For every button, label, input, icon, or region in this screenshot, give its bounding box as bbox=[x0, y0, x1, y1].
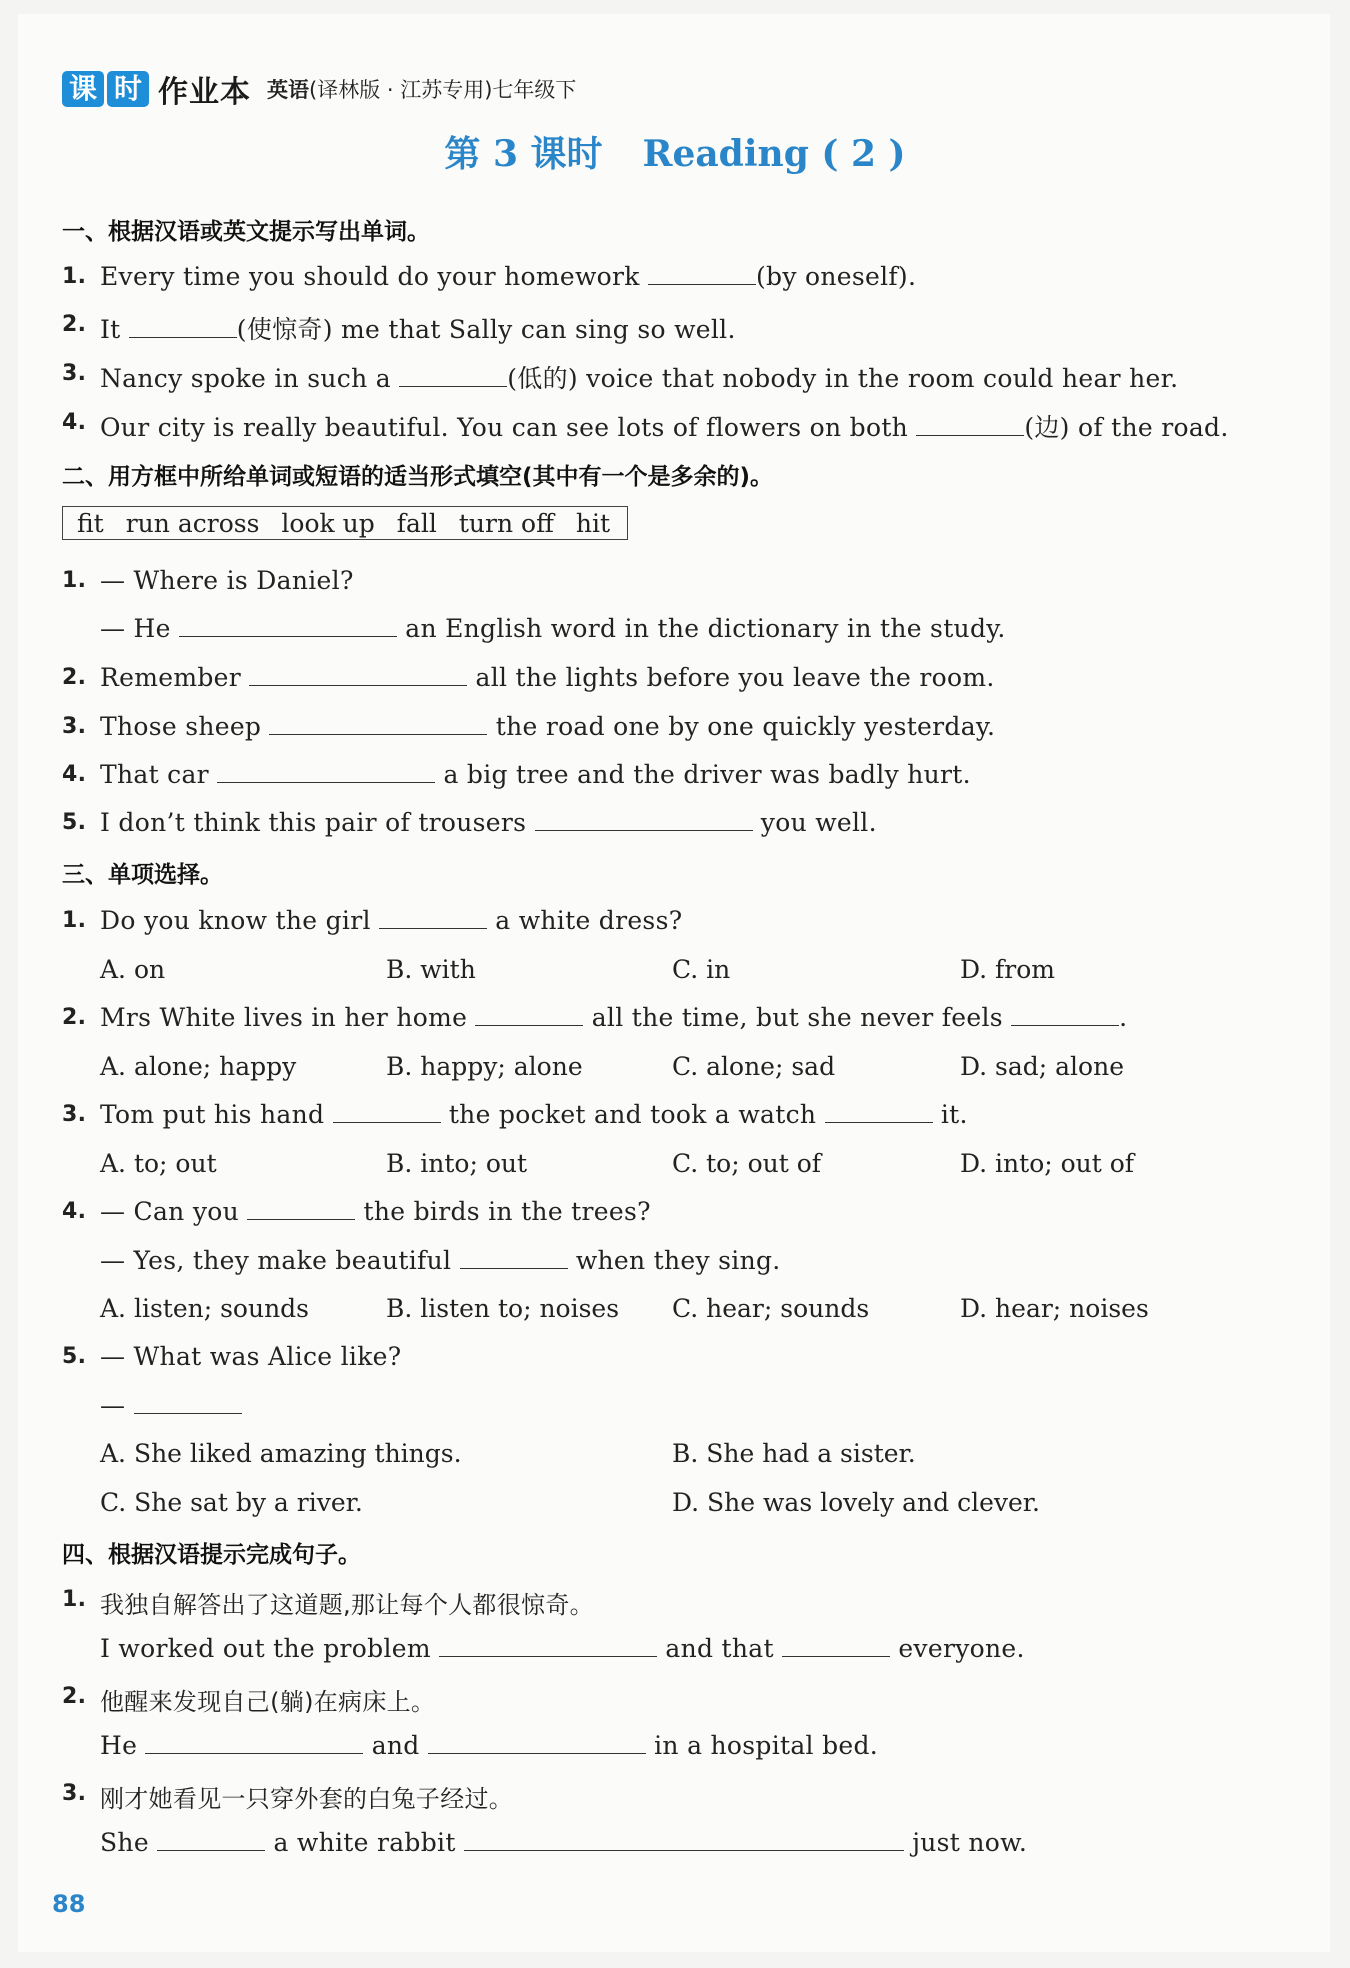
s2-item-4: 4. That car a big tree and the driver was badly hurt. bbox=[62, 760, 971, 789]
section-3-heading: 三、单项选择。 bbox=[62, 862, 223, 888]
answer-blank[interactable] bbox=[179, 632, 397, 637]
answer-blank[interactable] bbox=[825, 1118, 933, 1123]
s4-q2-en: He and in a hospital bed. bbox=[100, 1731, 879, 1760]
s2-item-1-answer: — He an English word in the dictionary in the study. bbox=[100, 614, 1006, 643]
answer-blank[interactable] bbox=[475, 1021, 583, 1026]
option-d[interactable]: D. into; out of bbox=[960, 1149, 1135, 1178]
option-c[interactable]: C. to; out of bbox=[672, 1149, 822, 1178]
s2-item-3: 3. Those sheep the road one by one quickly yesterday. bbox=[62, 712, 996, 741]
subject-label: 英语(译林版 · 江苏专用)七年级下 bbox=[267, 78, 577, 102]
s1-item-2: 2. It (使惊奇) me that Sally can sing so well. bbox=[62, 312, 736, 344]
option-d[interactable]: D. from bbox=[960, 955, 1056, 984]
answer-blank[interactable] bbox=[157, 1846, 265, 1851]
option-d[interactable]: D. She was lovely and clever. bbox=[672, 1488, 1040, 1517]
section-4-heading: 四、根据汉语提示完成句子。 bbox=[62, 1542, 361, 1568]
s2-item-1: 1. — Where is Daniel? bbox=[62, 566, 354, 595]
word-option: hit bbox=[575, 509, 610, 538]
word-option: fall bbox=[396, 509, 437, 538]
answer-blank[interactable] bbox=[916, 431, 1024, 436]
option-c[interactable]: C. hear; sounds bbox=[672, 1294, 870, 1323]
answer-blank[interactable] bbox=[464, 1846, 904, 1851]
s1-item-3: 3. Nancy spoke in such a (低的) voice that nobody in the room could hear her. bbox=[62, 361, 1179, 393]
answer-blank[interactable] bbox=[428, 1749, 646, 1754]
s3-q1: 1. Do you know the girl a white dress? bbox=[62, 906, 683, 935]
option-c[interactable]: C. She sat by a river. bbox=[100, 1488, 363, 1517]
word-box bbox=[62, 506, 628, 540]
s1-item-4: 4. Our city is really beautiful. You can see lots of flowers on both (边) of the road. bbox=[62, 410, 1229, 442]
word-option: turn off bbox=[458, 509, 554, 538]
page-number: 88 bbox=[52, 1890, 86, 1918]
answer-blank[interactable] bbox=[439, 1652, 657, 1657]
option-b[interactable]: B. with bbox=[386, 955, 476, 984]
answer-blank[interactable] bbox=[134, 1409, 242, 1414]
option-b[interactable]: B. listen to; noises bbox=[386, 1294, 620, 1323]
option-b[interactable]: B. She had a sister. bbox=[672, 1439, 916, 1468]
logo-char: 时 bbox=[107, 71, 149, 107]
answer-blank[interactable] bbox=[217, 778, 435, 783]
s4-q3-cn: 3. 刚才她看见一只穿外套的白兔子经过。 bbox=[62, 1781, 514, 1813]
option-b[interactable]: B. into; out bbox=[386, 1149, 528, 1178]
s3-q2: 2. Mrs White lives in her home all the time, but she never feels . bbox=[62, 1003, 1128, 1032]
answer-blank[interactable] bbox=[333, 1118, 441, 1123]
logo-char: 课 bbox=[62, 71, 104, 107]
answer-blank[interactable] bbox=[1011, 1021, 1119, 1026]
answer-blank[interactable] bbox=[129, 333, 237, 338]
option-a[interactable]: A. alone; happy bbox=[100, 1052, 297, 1081]
answer-blank[interactable] bbox=[145, 1749, 363, 1754]
answer-blank[interactable] bbox=[648, 280, 756, 285]
answer-blank[interactable] bbox=[782, 1652, 890, 1657]
s1-item-1: 1. Every time you should do your homework (by oneself). bbox=[62, 262, 917, 291]
s3-q3: 3. Tom put his hand the pocket and took a watch it. bbox=[62, 1100, 968, 1129]
page-title: 第 3 课时 Reading ( 2 ) bbox=[444, 133, 906, 175]
word-option: run across bbox=[125, 509, 260, 538]
answer-blank[interactable] bbox=[269, 730, 487, 735]
s3-q4: 4. — Can you the birds in the trees? bbox=[62, 1197, 651, 1226]
option-b[interactable]: B. happy; alone bbox=[386, 1052, 583, 1081]
section-2-heading: 二、用方框中所给单词或短语的适当形式填空(其中有一个是多余的)。 bbox=[62, 464, 774, 490]
s2-item-5: 5. I don’t think this pair of trousers you well. bbox=[62, 808, 877, 837]
option-a[interactable]: A. to; out bbox=[100, 1149, 217, 1178]
option-a[interactable]: A. listen; sounds bbox=[100, 1294, 309, 1323]
answer-blank[interactable] bbox=[379, 924, 487, 929]
s4-q1-cn: 1. 我独自解答出了这道题,那让每个人都很惊奇。 bbox=[62, 1587, 594, 1619]
logo bbox=[62, 71, 152, 107]
s3-q4-line2: — Yes, they make beautiful when they sing. bbox=[100, 1246, 781, 1275]
option-d[interactable]: D. hear; noises bbox=[960, 1294, 1149, 1323]
section-1-heading: 一、根据汉语或英文提示写出单词。 bbox=[62, 219, 430, 245]
answer-blank[interactable] bbox=[399, 382, 507, 387]
option-c[interactable]: C. in bbox=[672, 955, 731, 984]
s4-q3-en: She a white rabbit just now. bbox=[100, 1828, 1028, 1857]
s4-q1-en: I worked out the problem and that everyone. bbox=[100, 1634, 1025, 1663]
s4-q2-cn: 2. 他醒来发现自己(躺)在病床上。 bbox=[62, 1684, 436, 1716]
answer-blank[interactable] bbox=[247, 1215, 355, 1220]
word-option: look up bbox=[281, 509, 375, 538]
answer-blank[interactable] bbox=[460, 1264, 568, 1269]
option-a[interactable]: A. She liked amazing things. bbox=[100, 1439, 462, 1468]
answer-blank[interactable] bbox=[249, 681, 467, 686]
answer-blank[interactable] bbox=[535, 826, 753, 831]
s3-q5: 5. — What was Alice like? bbox=[62, 1342, 402, 1371]
option-a[interactable]: A. on bbox=[100, 955, 166, 984]
s2-item-2: 2. Remember all the lights before you leave the room. bbox=[62, 663, 995, 692]
option-d[interactable]: D. sad; alone bbox=[960, 1052, 1125, 1081]
s3-q5-answer: — bbox=[100, 1391, 242, 1420]
option-c[interactable]: C. alone; sad bbox=[672, 1052, 836, 1081]
header-brand bbox=[62, 70, 576, 108]
brand-name: 作业本 bbox=[158, 75, 251, 110]
word-option: fit bbox=[77, 509, 104, 538]
